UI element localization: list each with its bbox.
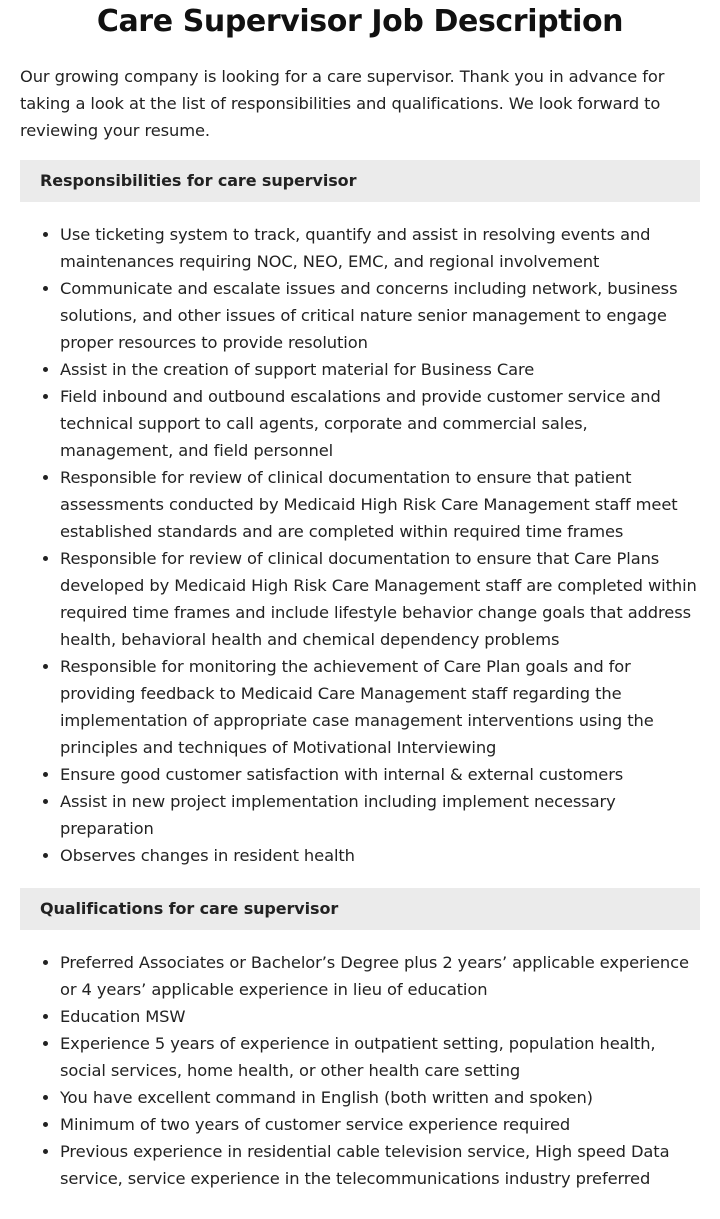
list-item: • Field inbound and outbound escalations and provide customer service and technical support to call agents, corporate and commercial sales, management, and field personnel — [60, 383, 700, 464]
list-item: • Observes changes in resident health — [60, 842, 700, 869]
page-title: Care Supervisor Job Description — [96, 4, 624, 39]
list-item: • You have excellent command in English (both written and spoken) — [60, 1084, 700, 1111]
list-item: • Responsible for review of clinical documentation to ensure that patient assessments conducted by Medicaid High Risk Care Management staff meet established standards and are completed within required time frames — [60, 464, 700, 545]
list-item: • Experience 5 years of experience in outpatient setting, population health, social services, home health, or other health care setting — [60, 1030, 700, 1084]
qualifications-list — [20, 949, 700, 1192]
list-item: • Ensure good customer satisfaction with internal & external customers — [60, 761, 700, 788]
list-item: • Previous experience in residential cable television service, High speed Data service, service experience in the telecommunications industry preferred — [60, 1138, 700, 1192]
list-item: • Assist in the creation of support material for Business Care — [60, 356, 700, 383]
list-item: • Communicate and escalate issues and concerns including network, business solutions, and other issues of critical nature senior management to engage proper resources to provide resolution — [60, 275, 700, 356]
responsibilities-heading: Responsibilities for care supervisor — [20, 160, 700, 202]
list-item: • Preferred Associates or Bachelor’s Degree plus 2 years’ applicable experience or 4 years’ applicable experience in lieu of education — [60, 949, 700, 1003]
responsibilities-list — [20, 221, 700, 869]
list-item: • Education MSW — [60, 1003, 700, 1030]
list-item: • Responsible for monitoring the achievement of Care Plan goals and for providing feedback to Medicaid Care Management staff regarding the implementation of appropriate case management interventions using the principles and techniques of Motivational Interviewing — [60, 653, 700, 761]
list-item: • Assist in new project implementation including implement necessary preparation — [60, 788, 700, 842]
intro-paragraph: Our growing company is looking for a care supervisor. Thank you in advance for taking a look at the list of responsibilities and qualifications. We look forward to reviewing your resume. — [20, 67, 665, 140]
list-item: • Responsible for review of clinical documentation to ensure that Care Plans developed by Medicaid High Risk Care Management staff are completed within required time frames and include lifestyle behavior change goals that address health, behavioral health and chemical dependency problems — [60, 545, 700, 653]
list-item: • Minimum of two years of customer service experience required — [60, 1111, 700, 1138]
list-item: • Use ticketing system to track, quantify and assist in resolving events and maintenances requiring NOC, NEO, EMC, and regional involvement — [60, 221, 700, 275]
qualifications-heading: Qualifications for care supervisor — [20, 888, 700, 930]
